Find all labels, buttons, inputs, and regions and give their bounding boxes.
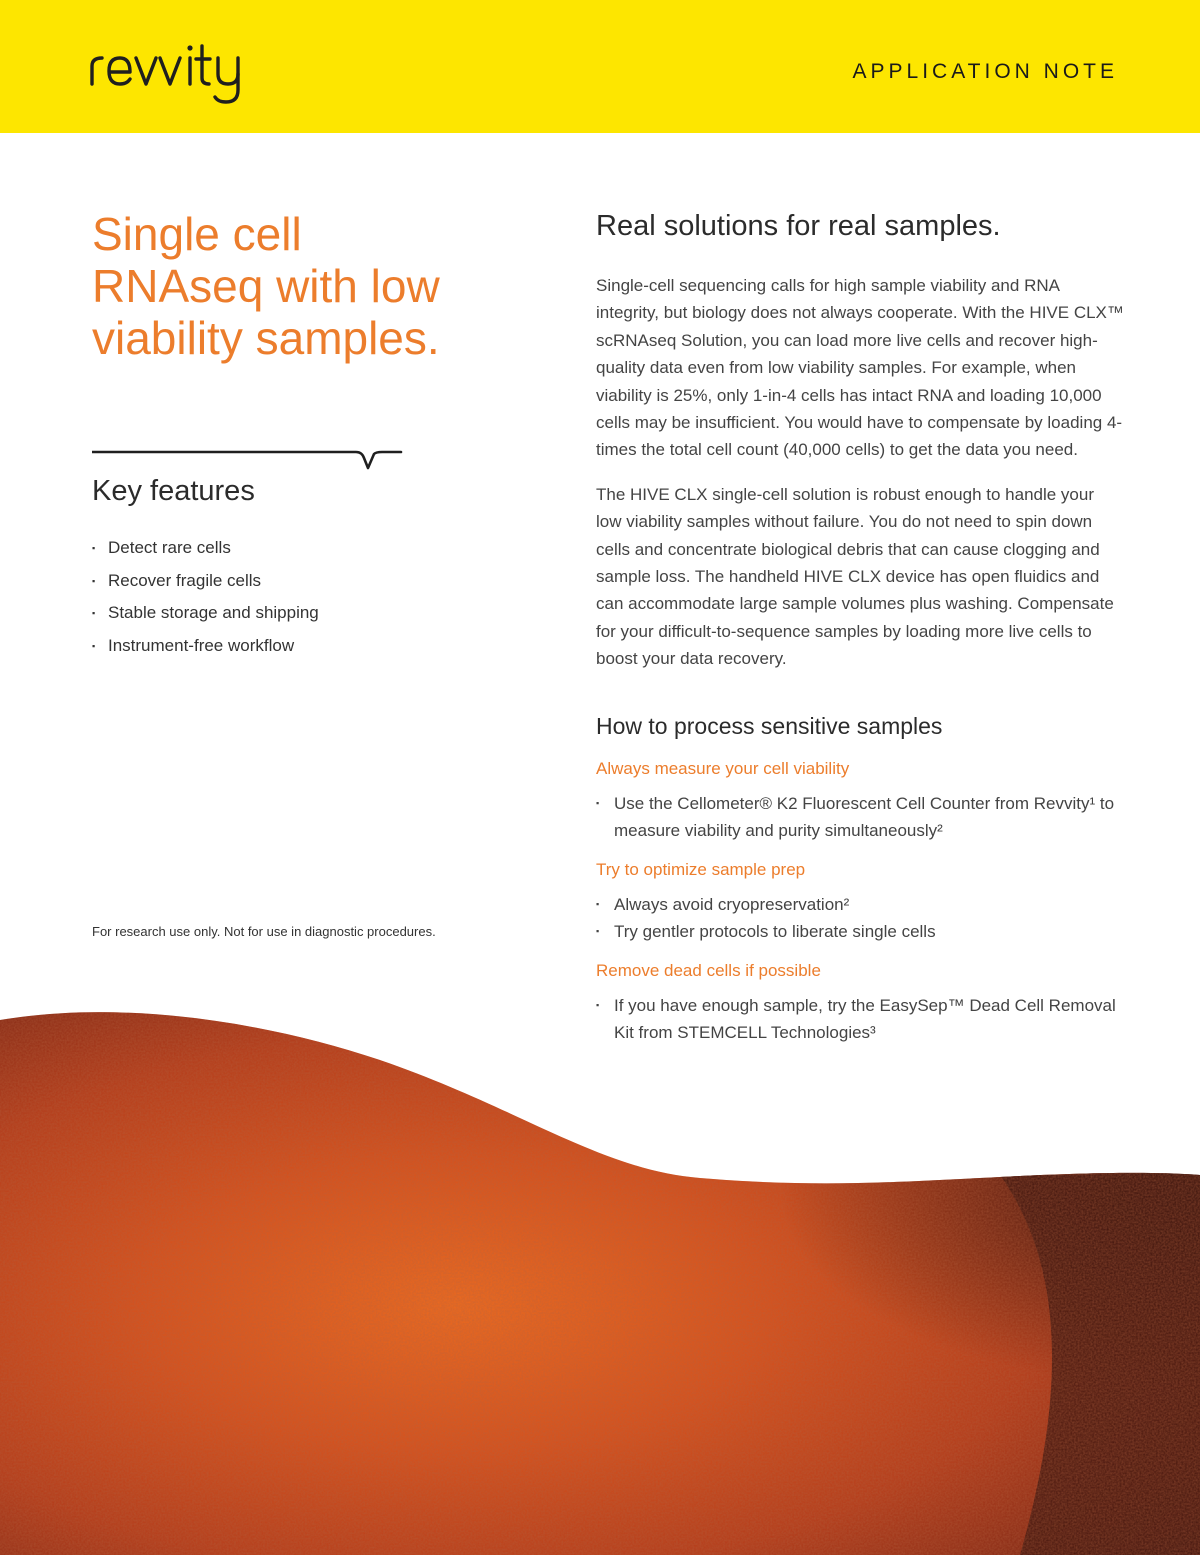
step-item: ▪ Always avoid cryopreservation² (596, 891, 1124, 919)
line-with-v-notch-icon (92, 440, 404, 474)
key-features-heading: Key features (92, 475, 255, 507)
body-paragraph-2: The HIVE CLX single-cell solution is robust enough to handle your low viability samples without failure. You do not need to spin down cells and concentrate biological debris that can cause clogging and sample loss. The handheld HIVE CLX device has open fluidics and can accommodate large sample volumes plus washing. Compensate for your difficult-to-sequence samples by loading more live cells to boost your data recovery. (596, 484, 1114, 669)
feature-item: ▪ Instrument-free workflow (92, 630, 319, 663)
left-column (92, 208, 512, 364)
step-heading-remove-dead-cells: Remove dead cells if possible (596, 960, 821, 980)
step-list-measure-viability (596, 790, 1124, 845)
revvity-logo[interactable] (88, 34, 288, 106)
step-heading-optimize-prep: Try to optimize sample prep (596, 859, 806, 879)
title-line-1: Single cell (92, 208, 302, 260)
research-use-disclaimer: For research use only. Not for use in diagnostic procedures. (92, 924, 436, 939)
step-item: ▪ Use the Cellometer® K2 Fluorescent Cell Counter from Revvity¹ to measure viability and purity simultaneously² (596, 790, 1124, 845)
step-item: ▪ Try gentler protocols to liberate single cells (596, 918, 1124, 946)
feature-item: ▪ Stable storage and shipping (92, 597, 319, 630)
body-paragraph-1: Single-cell sequencing calls for high sample viability and RNA integrity, but biology does not always cooperate. With the HIVE CLX™ scRNAseq Solution, you can load more live cells and recover high-quality data even from low viability samples. For example, when viability is 25%, only 1-in-4 cells has intact RNA and loading 10,000 cells may be insufficient. You would have to compensate by loading 4-times the total cell count (40,000 cells) to get the data you need. (596, 276, 1124, 460)
title-line-2: RNAseq with low (92, 260, 440, 312)
feature-item: ▪ Recover fragile cells (92, 565, 319, 598)
document-type-label: APPLICATION NOTE (852, 60, 1118, 83)
step-item: ▪ If you have enough sample, try the EasySep™ Dead Cell Removal Kit from STEMCELL Technologies³ (596, 992, 1124, 1047)
process-subtitle: How to process sensitive samples (596, 712, 943, 739)
key-features-list (92, 532, 319, 662)
orange-cell-sphere-image (0, 1000, 1200, 1555)
section-title: Real solutions for real samples. (596, 210, 1001, 242)
header-band (0, 0, 1200, 133)
right-column (596, 206, 1124, 1059)
title-line-3: viability samples. (92, 312, 440, 364)
step-list-optimize-prep (596, 891, 1124, 946)
step-heading-measure-viability: Always measure your cell viability (596, 758, 850, 778)
page-title (92, 208, 512, 364)
feature-item: ▪ Detect rare cells (92, 532, 319, 565)
